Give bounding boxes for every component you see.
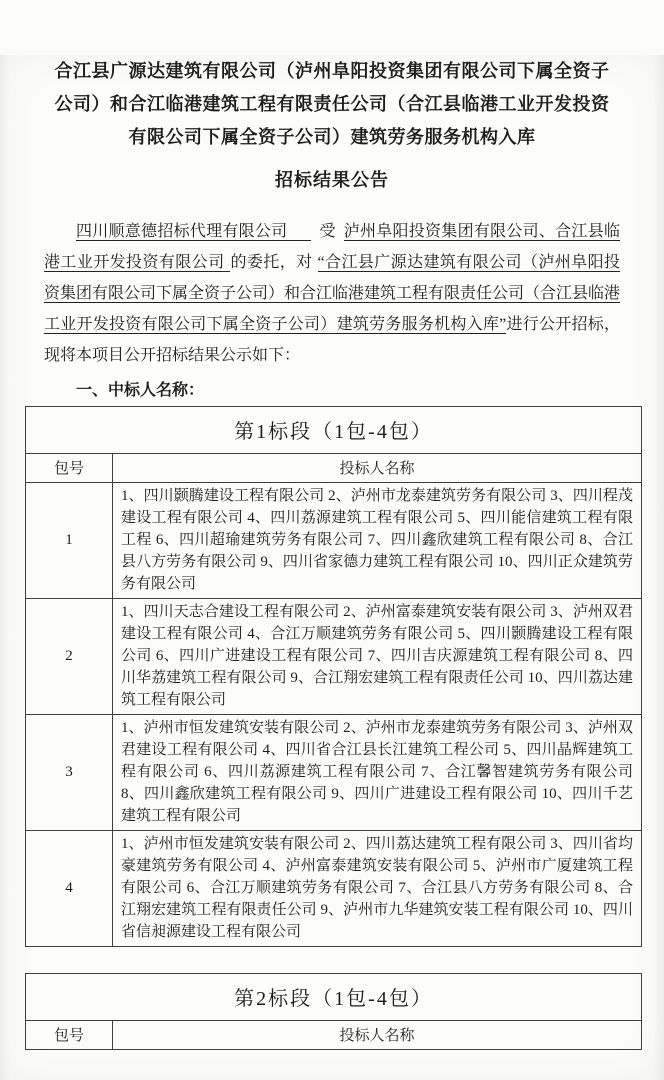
table-caption-row <box>26 974 642 1021</box>
document-title <box>40 55 624 154</box>
document-title-line-2: 公司）和合江临港建筑工程有限责任公司（合江县临港工业开发投资 <box>54 94 610 114</box>
bidders-cell: 1、四川天志合建设工程有限公司 2、泸州富泰建筑安装有限公司 3、泸州双君建设工程有限公司 4、合江万顺建筑劳务有限公司 5、四川颢腾建设工程有限公司 6、四川广进建设工程有限公司 7、四川吉庆源建筑工程有限公司 8、四川华荔建筑工程有限公司 9、合江翔宏建筑工程有限责任公司 10、四川荔达建筑工程有限公司 <box>113 599 642 715</box>
column-header-bidders: 投标人名称 <box>113 454 642 483</box>
section-heading-winners: 一、中标人名称： <box>76 382 205 399</box>
package-number-cell: 2 <box>26 599 113 715</box>
package-number-cell: 4 <box>26 831 113 947</box>
table-caption-row <box>26 407 642 454</box>
bidders-cell: 1、四川颢腾建设工程有限公司 2、泸州市龙泰建筑劳务有限公司 3、四川程茂建设工程有限公司 4、四川荔源建筑工程有限公司 5、四川能信建筑工程有限工程 6、四川超瑜建筑劳务有限公司 7、四川鑫欣建筑工程有限公司 8、合江县八方劳务有限公司 9、四川省家德力建筑工程有限公司 10、四川正众建筑劳务有限公司 <box>113 483 642 599</box>
column-header-bidders: 投标人名称 <box>113 1021 642 1050</box>
package-number-cell: 1 <box>26 483 113 599</box>
client-names: 泸州阜阳投资集团有限公司、合江县临港工业开发投资有限公司 <box>44 223 620 271</box>
document-title-line-3: 有限公司下属全资子公司）建筑劳务服务机构入库 <box>128 127 536 147</box>
package-number-cell: 3 <box>26 715 113 831</box>
commission-text: 的委托，对 <box>230 254 313 271</box>
table-row <box>26 483 642 599</box>
bidders-cell: 1、泸州市恒发建筑安装有限公司 2、四川荔达建筑工程有限公司 3、四川省均豪建筑劳务有限公司 4、泸州富泰建筑安装有限公司 5、泸州市广厦建筑工程有限公司 6、合江万顺建筑劳务有限公司 7、合江县八方劳务有限公司 8、合江翔宏建筑工程有限责任公司 9、泸州市九华建筑安装工程有限公司 10、四川省信昶源建设工程有限公司 <box>113 831 642 947</box>
bid-table-section-1 <box>25 406 642 947</box>
bidders-cell: 1、泸州市恒发建筑安装有限公司 2、泸州市龙泰建筑劳务有限公司 3、泸州双君建设工程有限公司 4、四川省合江县长江建筑工程公司 5、四川晶辉建筑工程有限公司 6、四川荔源建筑工程有限公司 7、合江馨智建筑劳务有限公司 8、四川鑫欣建筑工程有限公司 9、四川广进建设工程有限公司 10、四川千艺建筑工程有限公司 <box>113 715 642 831</box>
table1-caption: 第1标段（1包-4包） <box>26 407 642 454</box>
agency-name: 四川顺意德招标代理有限公司 <box>76 223 311 241</box>
column-header-package: 包号 <box>26 454 113 483</box>
entrust-word: 受 <box>319 223 336 240</box>
table-header-row <box>26 1021 642 1050</box>
intro-tail-text: 进行公开招标，现将本项目公开招标结果公示如下： <box>44 316 620 364</box>
table-row <box>26 831 642 947</box>
scanned-document-page <box>0 55 664 1080</box>
intro-paragraph <box>44 216 620 371</box>
column-header-package: 包号 <box>26 1021 113 1050</box>
table-header-row <box>26 454 642 483</box>
project-name: “合江县广源达建筑有限公司（泸州阜阳投资集团有限公司下属全资子公司）和合江临港建筑工程有限责任公司（合江县临港工业开发投资有限公司下属全资子公司）建筑劳务服务机构入库” <box>44 254 621 333</box>
table2-caption: 第2标段（1包-4包） <box>26 974 642 1021</box>
document-title-line-1: 合江县广源达建筑有限公司（泸州阜阳投资集团有限公司下属全资子 <box>54 61 610 81</box>
table-row <box>26 599 642 715</box>
bid-table-section-2 <box>25 973 642 1050</box>
table-row <box>26 715 642 831</box>
announcement-subtitle: 招标结果公告 <box>275 170 389 190</box>
